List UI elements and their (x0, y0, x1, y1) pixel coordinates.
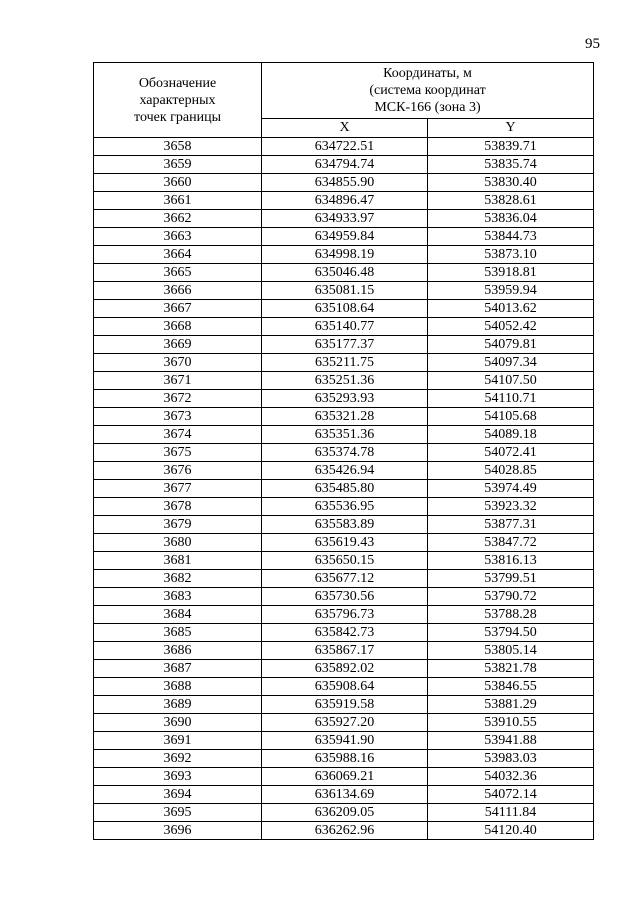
table-row (94, 354, 594, 372)
point-id-cell: 3681 (94, 552, 262, 570)
header-point-designation (94, 63, 262, 138)
point-id-cell: 3658 (94, 138, 262, 156)
y-coordinate-cell: 53873.10 (428, 246, 594, 264)
y-coordinate-cell: 53910.55 (428, 714, 594, 732)
table-row (94, 390, 594, 408)
point-id-cell: 3679 (94, 516, 262, 534)
table-row (94, 570, 594, 588)
x-coordinate-cell: 635650.15 (262, 552, 428, 570)
table-row (94, 246, 594, 264)
table-row (94, 282, 594, 300)
table-row (94, 300, 594, 318)
y-coordinate-cell: 54032.36 (428, 768, 594, 786)
y-coordinate-cell: 53794.50 (428, 624, 594, 642)
coordinates-table (93, 62, 594, 840)
y-coordinate-cell: 53828.61 (428, 192, 594, 210)
x-coordinate-cell: 635892.02 (262, 660, 428, 678)
y-coordinate-cell: 53821.78 (428, 660, 594, 678)
table-row (94, 408, 594, 426)
y-coordinate-cell: 53839.71 (428, 138, 594, 156)
table-row (94, 786, 594, 804)
y-coordinate-cell: 53941.88 (428, 732, 594, 750)
y-coordinate-cell: 54120.40 (428, 822, 594, 840)
point-id-cell: 3693 (94, 768, 262, 786)
y-coordinate-cell: 53918.81 (428, 264, 594, 282)
y-coordinate-cell: 54072.14 (428, 786, 594, 804)
table-row (94, 138, 594, 156)
y-coordinate-cell: 54089.18 (428, 426, 594, 444)
point-id-cell: 3661 (94, 192, 262, 210)
point-id-cell: 3694 (94, 786, 262, 804)
table-row (94, 516, 594, 534)
table-row (94, 444, 594, 462)
y-coordinate-cell: 53983.03 (428, 750, 594, 768)
x-coordinate-cell: 635867.17 (262, 642, 428, 660)
y-coordinate-cell: 53844.73 (428, 228, 594, 246)
point-id-cell: 3663 (94, 228, 262, 246)
point-id-cell: 3689 (94, 696, 262, 714)
x-coordinate-cell: 635677.12 (262, 570, 428, 588)
y-coordinate-cell: 54107.50 (428, 372, 594, 390)
table-row (94, 462, 594, 480)
table-row (94, 336, 594, 354)
x-coordinate-cell: 636262.96 (262, 822, 428, 840)
point-id-cell: 3682 (94, 570, 262, 588)
y-coordinate-cell: 53881.29 (428, 696, 594, 714)
point-id-cell: 3672 (94, 390, 262, 408)
x-coordinate-cell: 636209.05 (262, 804, 428, 822)
point-id-cell: 3668 (94, 318, 262, 336)
point-id-cell: 3671 (94, 372, 262, 390)
table-row (94, 588, 594, 606)
table-row (94, 678, 594, 696)
point-id-cell: 3696 (94, 822, 262, 840)
table-row (94, 264, 594, 282)
x-coordinate-cell: 634794.74 (262, 156, 428, 174)
point-id-cell: 3670 (94, 354, 262, 372)
y-coordinate-cell: 54111.84 (428, 804, 594, 822)
y-coordinate-cell: 54013.62 (428, 300, 594, 318)
point-id-cell: 3675 (94, 444, 262, 462)
x-coordinate-cell: 634855.90 (262, 174, 428, 192)
x-coordinate-cell: 635321.28 (262, 408, 428, 426)
x-coordinate-cell: 635988.16 (262, 750, 428, 768)
x-coordinate-cell: 635730.56 (262, 588, 428, 606)
point-id-cell: 3685 (94, 624, 262, 642)
x-coordinate-cell: 635927.20 (262, 714, 428, 732)
table-row (94, 228, 594, 246)
table-row (94, 696, 594, 714)
point-id-cell: 3676 (94, 462, 262, 480)
x-coordinate-cell: 635536.95 (262, 498, 428, 516)
x-coordinate-cell: 636134.69 (262, 786, 428, 804)
point-id-cell: 3695 (94, 804, 262, 822)
table-row (94, 714, 594, 732)
y-coordinate-cell: 53835.74 (428, 156, 594, 174)
point-id-cell: 3677 (94, 480, 262, 498)
x-coordinate-cell: 635426.94 (262, 462, 428, 480)
y-coordinate-cell: 53974.49 (428, 480, 594, 498)
header-point-designation-label: Обозначение характерных точек границы (134, 75, 221, 125)
table-row (94, 210, 594, 228)
point-id-cell: 3660 (94, 174, 262, 192)
y-coordinate-cell: 54079.81 (428, 336, 594, 354)
x-coordinate-cell: 635351.36 (262, 426, 428, 444)
x-coordinate-cell: 635485.80 (262, 480, 428, 498)
header-x: X (262, 118, 428, 137)
point-id-cell: 3680 (94, 534, 262, 552)
x-coordinate-cell: 635140.77 (262, 318, 428, 336)
point-id-cell: 3673 (94, 408, 262, 426)
x-coordinate-cell: 634998.19 (262, 246, 428, 264)
table-body (94, 138, 594, 840)
y-coordinate-cell: 53790.72 (428, 588, 594, 606)
x-coordinate-cell: 634959.84 (262, 228, 428, 246)
y-coordinate-cell: 53816.13 (428, 552, 594, 570)
point-id-cell: 3659 (94, 156, 262, 174)
y-coordinate-cell: 54110.71 (428, 390, 594, 408)
y-coordinate-cell: 54097.34 (428, 354, 594, 372)
point-id-cell: 3691 (94, 732, 262, 750)
point-id-cell: 3674 (94, 426, 262, 444)
x-coordinate-cell: 635251.36 (262, 372, 428, 390)
table-row (94, 534, 594, 552)
y-coordinate-cell: 54028.85 (428, 462, 594, 480)
y-coordinate-cell: 54072.41 (428, 444, 594, 462)
point-id-cell: 3664 (94, 246, 262, 264)
y-coordinate-cell: 54052.42 (428, 318, 594, 336)
x-coordinate-cell: 635081.15 (262, 282, 428, 300)
table-row (94, 552, 594, 570)
y-coordinate-cell: 53847.72 (428, 534, 594, 552)
point-id-cell: 3683 (94, 588, 262, 606)
x-coordinate-cell: 635108.64 (262, 300, 428, 318)
table-row (94, 642, 594, 660)
y-coordinate-cell: 53923.32 (428, 498, 594, 516)
point-id-cell: 3687 (94, 660, 262, 678)
header-y: Y (428, 118, 594, 137)
point-id-cell: 3684 (94, 606, 262, 624)
x-coordinate-cell: 635046.48 (262, 264, 428, 282)
y-coordinate-cell: 53846.55 (428, 678, 594, 696)
point-id-cell: 3686 (94, 642, 262, 660)
table-row (94, 768, 594, 786)
table-row (94, 174, 594, 192)
y-coordinate-cell: 53836.04 (428, 210, 594, 228)
point-id-cell: 3688 (94, 678, 262, 696)
table-row (94, 732, 594, 750)
page-number: 95 (585, 36, 600, 52)
x-coordinate-cell: 635177.37 (262, 336, 428, 354)
table-row (94, 192, 594, 210)
point-id-cell: 3666 (94, 282, 262, 300)
table-row (94, 372, 594, 390)
header-coordinates (262, 63, 594, 119)
table-row (94, 318, 594, 336)
x-coordinate-cell: 636069.21 (262, 768, 428, 786)
x-coordinate-cell: 634896.47 (262, 192, 428, 210)
point-id-cell: 3692 (94, 750, 262, 768)
table-row (94, 156, 594, 174)
point-id-cell: 3667 (94, 300, 262, 318)
table-row (94, 804, 594, 822)
point-id-cell: 3665 (94, 264, 262, 282)
x-coordinate-cell: 635796.73 (262, 606, 428, 624)
x-coordinate-cell: 634722.51 (262, 138, 428, 156)
x-coordinate-cell: 635619.43 (262, 534, 428, 552)
point-id-cell: 3669 (94, 336, 262, 354)
table-row (94, 498, 594, 516)
y-coordinate-cell: 53799.51 (428, 570, 594, 588)
table-row (94, 660, 594, 678)
x-coordinate-cell: 635919.58 (262, 696, 428, 714)
x-coordinate-cell: 635293.93 (262, 390, 428, 408)
table-row (94, 480, 594, 498)
point-id-cell: 3690 (94, 714, 262, 732)
point-id-cell: 3662 (94, 210, 262, 228)
table-row (94, 822, 594, 840)
y-coordinate-cell: 54105.68 (428, 408, 594, 426)
y-coordinate-cell: 53877.31 (428, 516, 594, 534)
x-coordinate-cell: 635583.89 (262, 516, 428, 534)
x-coordinate-cell: 634933.97 (262, 210, 428, 228)
table-row (94, 606, 594, 624)
y-coordinate-cell: 53959.94 (428, 282, 594, 300)
x-coordinate-cell: 635211.75 (262, 354, 428, 372)
y-coordinate-cell: 53830.40 (428, 174, 594, 192)
table-row (94, 750, 594, 768)
x-coordinate-cell: 635941.90 (262, 732, 428, 750)
table-row (94, 426, 594, 444)
table-row (94, 624, 594, 642)
x-coordinate-cell: 635908.64 (262, 678, 428, 696)
x-coordinate-cell: 635374.78 (262, 444, 428, 462)
y-coordinate-cell: 53788.28 (428, 606, 594, 624)
y-coordinate-cell: 53805.14 (428, 642, 594, 660)
header-coordinates-label: Координаты, м (система координат МСК-166 (зона 3) (369, 65, 486, 115)
point-id-cell: 3678 (94, 498, 262, 516)
x-coordinate-cell: 635842.73 (262, 624, 428, 642)
